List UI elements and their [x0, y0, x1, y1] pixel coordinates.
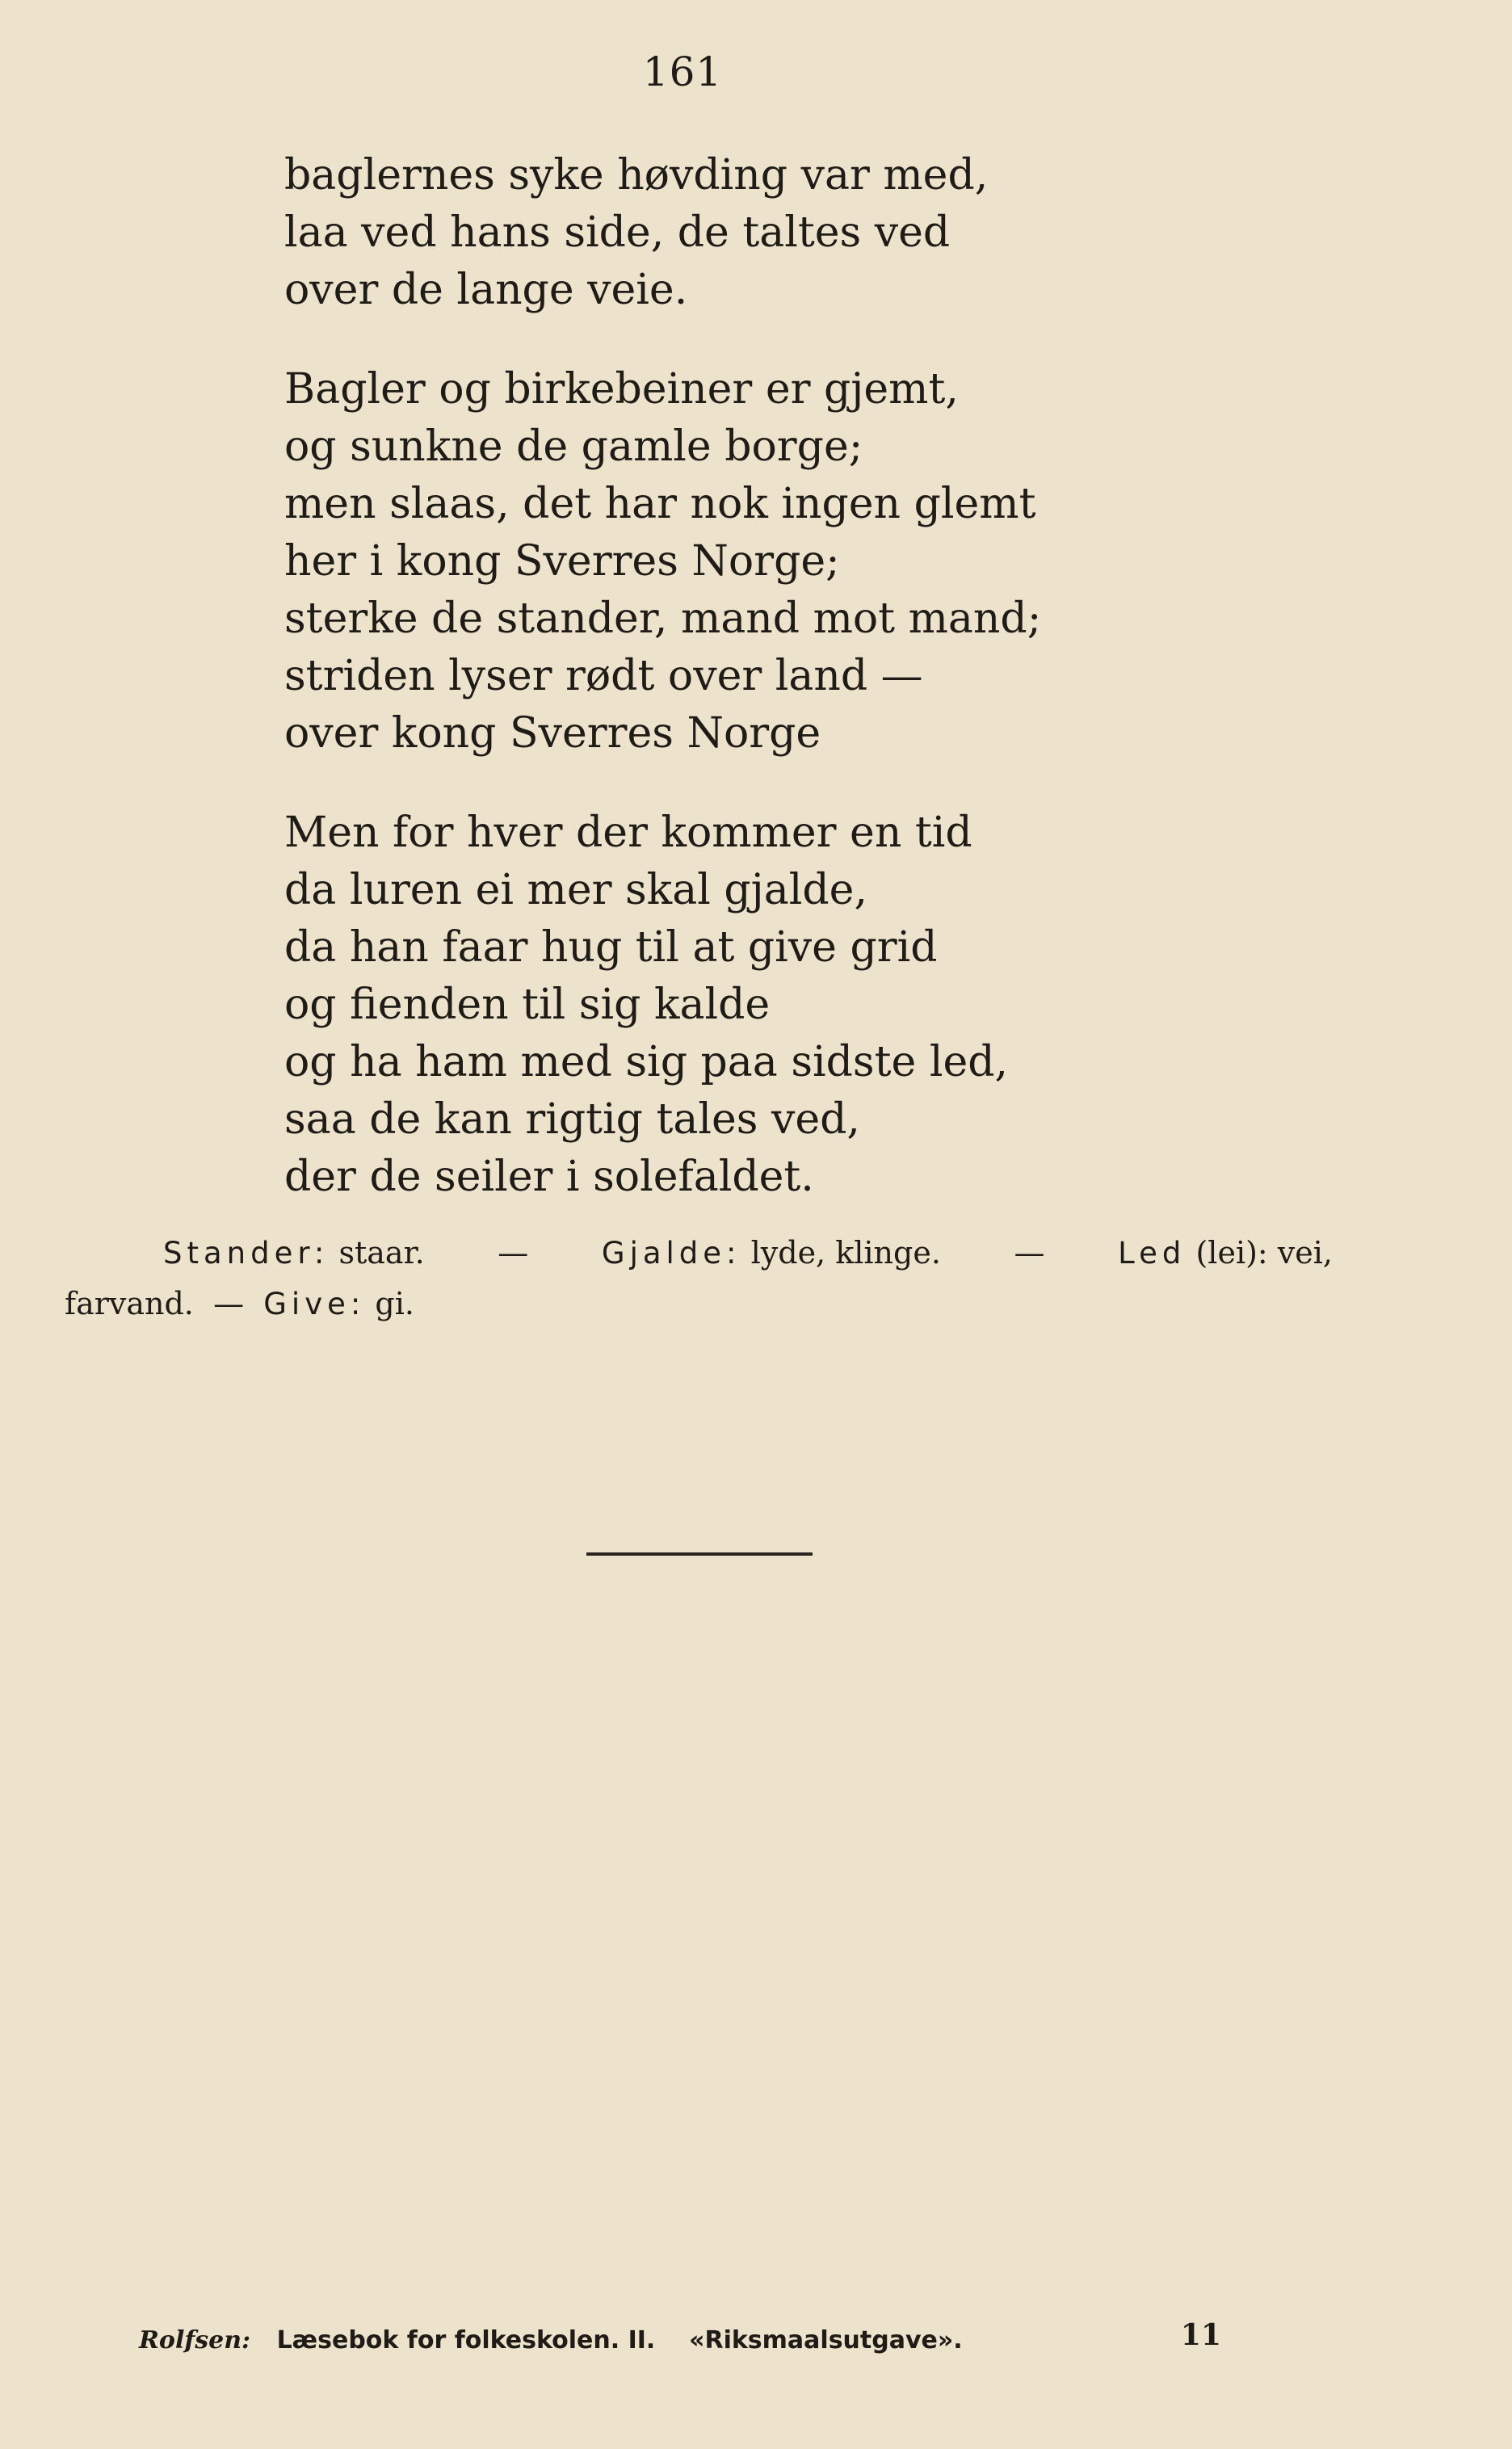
stanza-3 — [284, 804, 1334, 1206]
glossary — [65, 1228, 1333, 1330]
poem-line: der de seiler i solefaldet. — [284, 1153, 814, 1201]
glossary-line — [65, 1228, 1333, 1279]
poem-line: og fienden til sig kalde — [284, 981, 771, 1029]
poem-line: og ha ham med sig paa sidste led, — [284, 1038, 1009, 1086]
glossary-term: Stander: — [163, 1236, 330, 1271]
glossary-term: Gjalde: — [601, 1236, 741, 1271]
glossary-definition: gi. — [375, 1286, 414, 1321]
poem-line: og sunkne de gamle borge; — [284, 422, 863, 471]
glossary-separator: — — [1014, 1235, 1045, 1271]
glossary-definition-end: farvand. — [65, 1286, 194, 1321]
poem-line: sterke de stander, mand mot mand; — [284, 594, 1042, 643]
poem-line: da luren ei mer skal gjalde, — [284, 866, 867, 914]
glossary-entry — [602, 1228, 941, 1279]
page-number: 161 — [642, 48, 723, 95]
poem-line: Bagler og birkebeiner er gjemt, — [284, 365, 959, 414]
footer-author: Rolfsen: — [139, 2326, 251, 2354]
stanza-2 — [284, 361, 1334, 762]
glossary-line — [65, 1279, 1333, 1330]
poem-line: over kong Sverres Norge — [284, 709, 821, 758]
poem-line: men slaas, det har nok ingen glemt — [284, 480, 1036, 528]
poem-line: Men for hver der kommer en tid — [284, 809, 972, 857]
footer-title: Læsebok for folkeskolen. II. — [276, 2326, 656, 2354]
poem-line: da han faar hug til at give grid — [284, 923, 938, 972]
glossary-separator: — — [203, 1286, 254, 1321]
glossary-definition-start: (lei): vei, — [1195, 1235, 1333, 1271]
glossary-entry — [163, 1228, 425, 1279]
glossary-entry — [1118, 1228, 1333, 1279]
poem-line: over de lange veie. — [284, 266, 688, 314]
footer — [139, 2318, 1350, 2375]
glossary-definition: lyde, klinge. — [750, 1235, 941, 1271]
poem — [284, 147, 1334, 1206]
glossary-separator: — — [498, 1235, 529, 1271]
poem-line: her i kong Sverres Norge; — [284, 537, 840, 586]
footer-edition: «Riksmaalsutgave». — [689, 2326, 963, 2354]
poem-line: striden lyser rødt over land — — [284, 652, 923, 700]
section-divider — [586, 1552, 813, 1556]
poem-line: laa ved hans side, de taltes ved — [284, 208, 951, 257]
poem-line: saa de kan rigtig tales ved, — [284, 1095, 860, 1144]
glossary-term: Led — [1118, 1236, 1186, 1271]
glossary-entry — [263, 1286, 414, 1321]
poem-line: baglernes syke høvding var med, — [284, 151, 989, 200]
glossary-term: Give: — [263, 1287, 366, 1321]
stanza-1 — [284, 147, 1334, 319]
footer-signature: 11 — [1180, 2318, 1221, 2352]
glossary-definition: staar. — [338, 1235, 425, 1271]
